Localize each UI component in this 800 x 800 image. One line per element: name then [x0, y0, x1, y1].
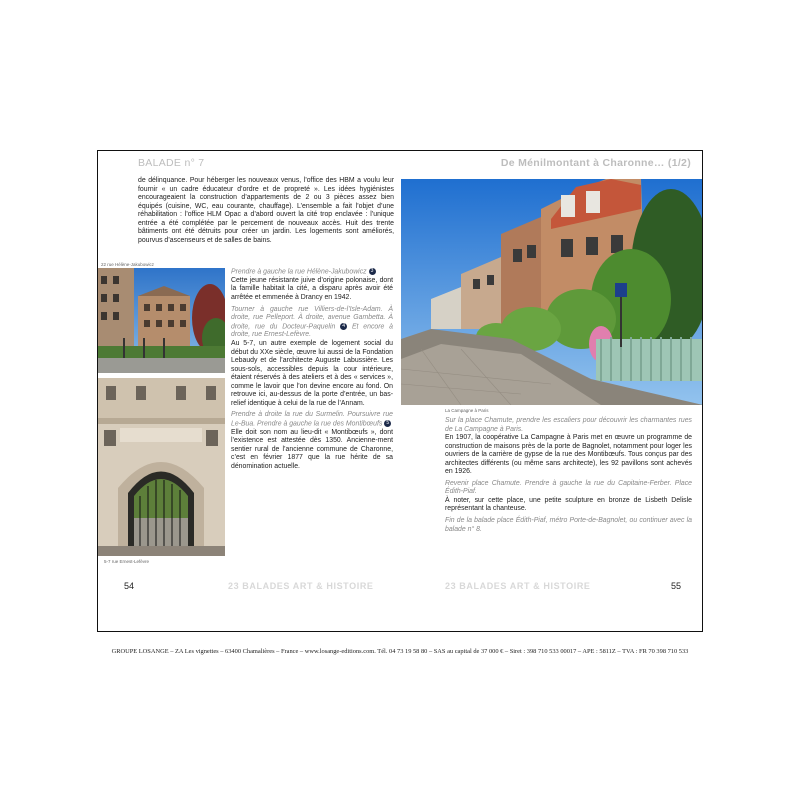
intro-paragraph: de délinquance. Pour héberger les nouveaux venus, l’office des HBM a voulu leur fournir « un cadre éducateur d’ordre et de propreté ». Les idées hygiénistes encourageaient la construction d’appartements de 2 ou 3 pièces assez bien équipés (cuisine, WC, eau courante, chauffage). L’ensemble a fait l’objet d’une réhabilitation : l’office HLM Opac a d’abord ouvert la cité trop enclavée : l’unique entrée a été complétée par le percement de nouveaux accès. Huit des trente bâtiments ont été détruits pour créer un jardin. Les logements sont améliorés, pourvus d’ascenseurs et de salles de bains. [138, 177, 394, 244]
direction-end: Fin de la balade place Édith-Piaf, métro Porte-de-Bagnolet, ou continuer avec la balade n° 8. [445, 517, 692, 533]
paragraph-edith-piaf: À noter, sur cette place, une petite sculpture en bronze de Lisbeth Delisle représentant la chanteuse. [445, 496, 692, 513]
page-number-left: 54 [124, 581, 135, 591]
direction-campagne: Sur la place Chamute, prendre les escaliers pour découvrir les charmantes rues de La Campagne à Paris. [445, 417, 692, 433]
footer-series-left: 23 BALADES ART & HISTOIRE [228, 581, 374, 591]
photo-caption-campagne: La Campagne à Paris [445, 408, 489, 413]
photo-rue-helene-jakubowicz [98, 268, 225, 373]
photo-caption-jakubowicz: 22 rue Hélène-Jakubowicz [101, 262, 155, 267]
direction-2b: Et encore à droite, rue Ernest-Lefèvre. [231, 322, 393, 339]
photo-caption-lefevre: 5-7 rue Ernest-Lefèvre [104, 559, 150, 564]
walk-title-header: De Ménilmontant à Charonne… (1/2) [500, 157, 691, 169]
paragraph-montiboeufs: Elle doit son nom au lieu-dit « Montibœufs », dont l’existence est attestée dès 1350. Ancienne-ment sentier rural de l’ancienne commune de Charonne, c’est en février 1877 que la rue hérite de sa dénomination actuelle. [231, 428, 393, 471]
direction-1: Prendre à gauche la rue Hélène-Jakubowicz [231, 268, 367, 276]
direction-3: Prendre à droite la rue du Surmelin. Poursuivre rue Le-Bua. Prendre à gauche la rue des Montibœufs [231, 411, 393, 428]
left-column-text [231, 268, 393, 472]
footer-series-right: 23 BALADES ART & HISTOIRE [445, 581, 591, 591]
direction-2: Tourner à gauche rue Villiers-de-l’Isle-Adam. À droite, rue Pelleport. À droite, avenue Gambetta. À droite, rue du Docteur-Paquelin [231, 305, 393, 330]
left-page [98, 151, 400, 631]
map-marker-icon: 5 [384, 420, 391, 427]
right-page [401, 151, 703, 631]
map-marker-icon: 3 [369, 268, 376, 275]
page-number-right: 55 [671, 581, 682, 591]
direction-edith-piaf: Revenir place Chamute. Prendre à gauche la rue du Capitaine-Ferber. Place Édith-Piaf. [445, 479, 692, 496]
paragraph-lefevre: Au 5-7, un autre exemple de logement social du début du XXe siècle, œuvre lui aussi de la Fondation Lebaudy et de l’architecte Auguste Labussière. Les sous-sols, accessibles depuis la cour intérieure, étaient réservés à des ateliers et à des « services », comme le lavoir que l’on devine encore au fond. On retrouve ici, au-dessus de la porte d’entrée, un bas-relief identique à celui de la rue de l’Annam. [231, 340, 393, 407]
publisher-info: GROUPE LOSANGE – ZA Les vignettes – 63400 Chamalières – France – www.losange-editions.com. Tél. 04 73 19 58 80 – SAS au capital de 37 000 € – Siret : 398 710 533 00017 – APE : 5811Z – TVA : FR 70 398 710 533 [111, 648, 689, 655]
right-column-text [445, 417, 692, 534]
photo-la-campagne-a-paris [401, 179, 703, 405]
book-spread [97, 150, 703, 632]
map-marker-icon: 4 [340, 323, 347, 330]
photo-rue-ernest-lefevre [98, 378, 225, 556]
walk-number-header: BALADE n° 7 [138, 157, 205, 169]
paragraph-jakubowicz: Cette jeune résistante juive d’origine polonaise, dont la famille habitait la cité, a disparu après avoir été arrêtée et emmenée à Drancy en 1942. [231, 276, 393, 301]
paragraph-campagne: En 1907, la coopérative La Campagne à Paris met en œuvre un programme de construction de maisons près de la porte de Bagnolet, notamment pour loger les ouvriers de la carrière de gypse de la rue des Montibœufs. Tous conçus par des architectes différents (ou même sans architecte), les 92 pavillons sont achevés en 1926. [445, 434, 692, 476]
